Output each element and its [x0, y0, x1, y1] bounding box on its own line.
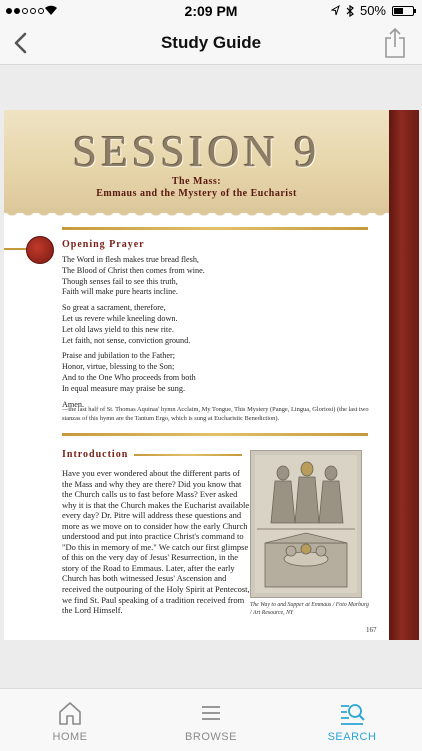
document-page[interactable] [4, 110, 419, 640]
gold-divider [62, 433, 368, 436]
prayer-line: So great a sacrament, therefore, [62, 303, 166, 313]
tab-home-label: HOME [52, 731, 88, 743]
session-title: SESSION 9 [72, 127, 321, 176]
tab-browse[interactable] [141, 689, 281, 751]
tab-search[interactable] [282, 689, 422, 751]
tab-search-label: SEARCH [327, 731, 377, 743]
prayer-line: Faith will make pure hearts incline. [62, 287, 178, 297]
tab-home[interactable] [0, 689, 140, 751]
gold-divider [62, 227, 368, 230]
intro-text: Have you ever wondered about the different parts of the Mass and why they are there? Did you know that the Church calls us to fast before Mass? Ever asked why it is that the Church makes the Eucharist available every day? Dr. Pitre will address these questions and more as we move on to consider how the early Church understood and put into practice Christ's command to "Do this in memory of me." We catch our first glimpse of this on the very day of Jesus' Resurrection, in the story of the Road to Emmaus. Later, after the early Church has both witnessed Jesus' Ascension and received the outpouring of the Holy Spirit at Pentecost, we find St. Paul speaking of a tradition received from the Lord Himself. [62, 468, 250, 616]
decorative-side-bar [389, 110, 419, 640]
page-number: 167 [366, 626, 377, 634]
search-list-icon [338, 699, 366, 727]
page-title: Study Guide [160, 33, 262, 52]
prayer-line: Praise and jubilation to the Father; [62, 351, 176, 361]
prayer-line: Let us revere while kneeling down. [62, 313, 178, 323]
menu-icon [197, 699, 225, 727]
ribbon-line [4, 248, 28, 250]
battery-level [394, 8, 403, 14]
tab-browse-label: BROWSE [185, 731, 237, 743]
intro-heading: Introduction [62, 449, 129, 460]
prayer-text [62, 255, 205, 410]
tab-bar [0, 688, 422, 751]
image-caption: The Way to and Supper at Emmaus / Foto Marburg / Art Resource, NY [250, 602, 369, 616]
battery-icon [392, 6, 414, 16]
session-subtitle-line1: The Mass: [171, 176, 222, 187]
prayer-line: Though senses fail to see this truth, [62, 276, 178, 286]
home-icon [56, 699, 84, 727]
prayer-line: In equal measure may praise be sung. [62, 383, 185, 393]
emmaus-illustration [250, 450, 362, 598]
prayer-line: Let faith, not sense, conviction ground. [62, 335, 191, 345]
prayer-line: Honor, virtue, blessing to the Son; [62, 362, 175, 372]
status-time: 2:09 PM [184, 3, 238, 19]
prayer-line: The Blood of Christ then comes from wine. [62, 265, 205, 275]
hymn-attribution: —the last half of St. Thomas Aquinas' hymn Acclaim, My Tongue, This Mystery (Pange, Lingua, Gloriosi) (the last two stanzas of this hymn are the Tantum Ergo, which is sung at Eucharistic Benediction). [62, 406, 369, 422]
opening-prayer-heading: Opening Prayer [62, 239, 145, 250]
prayer-line: The Word in flesh makes true bread flesh, [62, 255, 199, 264]
wax-seal-icon [26, 236, 54, 264]
prayer-line: And to the One Who proceeds from both [62, 372, 196, 382]
gold-divider [134, 454, 242, 456]
navigation-bar [0, 22, 422, 65]
battery-percent: 50% [359, 3, 386, 18]
prayer-line: Amen. [62, 399, 85, 409]
location-arrow-icon [331, 5, 340, 16]
bluetooth-icon [346, 5, 354, 17]
share-icon[interactable] [382, 27, 408, 59]
session-subtitle-line2: Emmaus and the Mystery of the Eucharist [96, 188, 297, 199]
prayer-line: Let old laws yield to this new rite. [62, 324, 174, 334]
status-bar [0, 0, 422, 22]
